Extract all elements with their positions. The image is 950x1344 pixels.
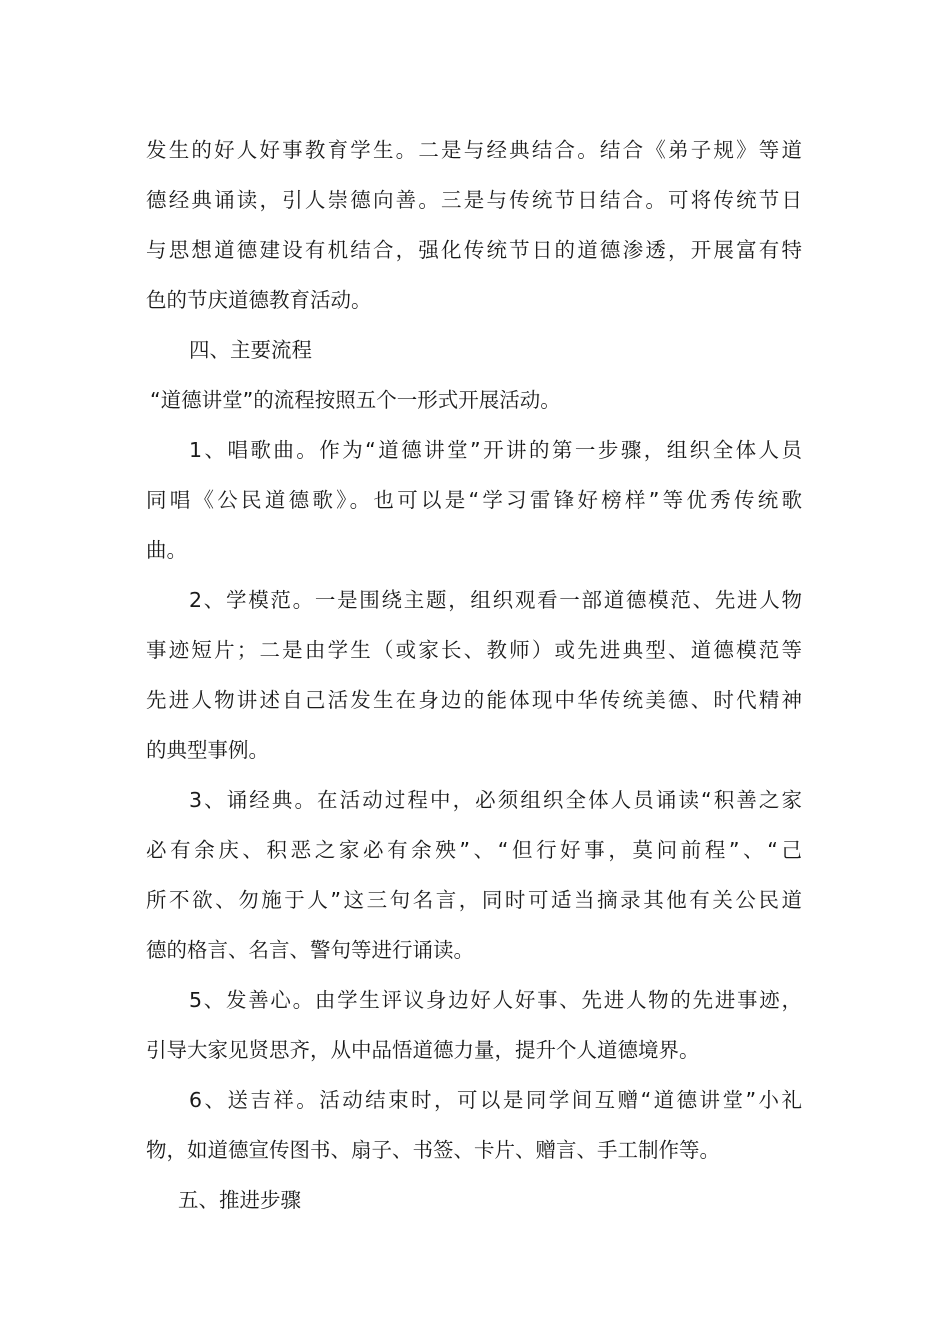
text-line: 发生的好人好事教育学生。二是与经典结合。结合《弟子规》等道 — [146, 138, 802, 162]
section-heading: 五、推进步骤 — [178, 1188, 301, 1212]
text-line: 与思想道德建设有机结合，强化传统节日的道德渗透，开展富有特 — [146, 238, 802, 262]
section-heading: 四、主要流程 — [189, 338, 312, 362]
text-line: 同唱《公民道德歌》。也可以是“学习雷锋好榜样”等优秀传统歌 — [146, 488, 802, 512]
text-line: 必有余庆、积恶之家必有余殃”、“但行好事，莫问前程”、“己 — [146, 838, 802, 862]
text-line: 所不欲、勿施于人”这三句名言，同时可适当摘录其他有关公民道 — [146, 888, 802, 912]
text-line: 5、发善心。由学生评议身边好人好事、先进人物的先进事迹， — [189, 988, 802, 1012]
text-line: 的典型事例。 — [146, 738, 269, 762]
text-line: 德经典诵读，引人崇德向善。三是与传统节日结合。可将传统节日 — [146, 188, 802, 212]
text-line: “道德讲堂”的流程按照五个一形式开展活动。 — [150, 388, 561, 412]
text-line: 物，如道德宣传图书、扇子、书签、卡片、赠言、手工制作等。 — [146, 1138, 720, 1162]
text-line: 事迹短片；二是由学生（或家长、教师）或先进典型、道德模范等 — [146, 638, 802, 662]
text-line: 1、唱歌曲。作为“道德讲堂”开讲的第一步骤，组织全体人员 — [189, 438, 802, 462]
text-line: 德的格言、名言、警句等进行诵读。 — [146, 938, 474, 962]
text-line: 6、送吉祥。活动结束时，可以是同学间互赠“道德讲堂”小礼 — [189, 1088, 802, 1112]
text-line: 色的节庆道德教育活动。 — [146, 288, 372, 312]
text-line: 先进人物讲述自己活发生在身边的能体现中华传统美德、时代精神 — [146, 688, 802, 712]
text-line: 引导大家见贤思齐，从中品悟道德力量，提升个人道德境界。 — [146, 1038, 700, 1062]
text-line: 3、诵经典。在活动过程中，必须组织全体人员诵读“积善之家 — [189, 788, 802, 812]
text-line: 2、学模范。一是围绕主题，组织观看一部道德模范、先进人物 — [189, 588, 802, 612]
text-line: 曲。 — [146, 538, 187, 562]
